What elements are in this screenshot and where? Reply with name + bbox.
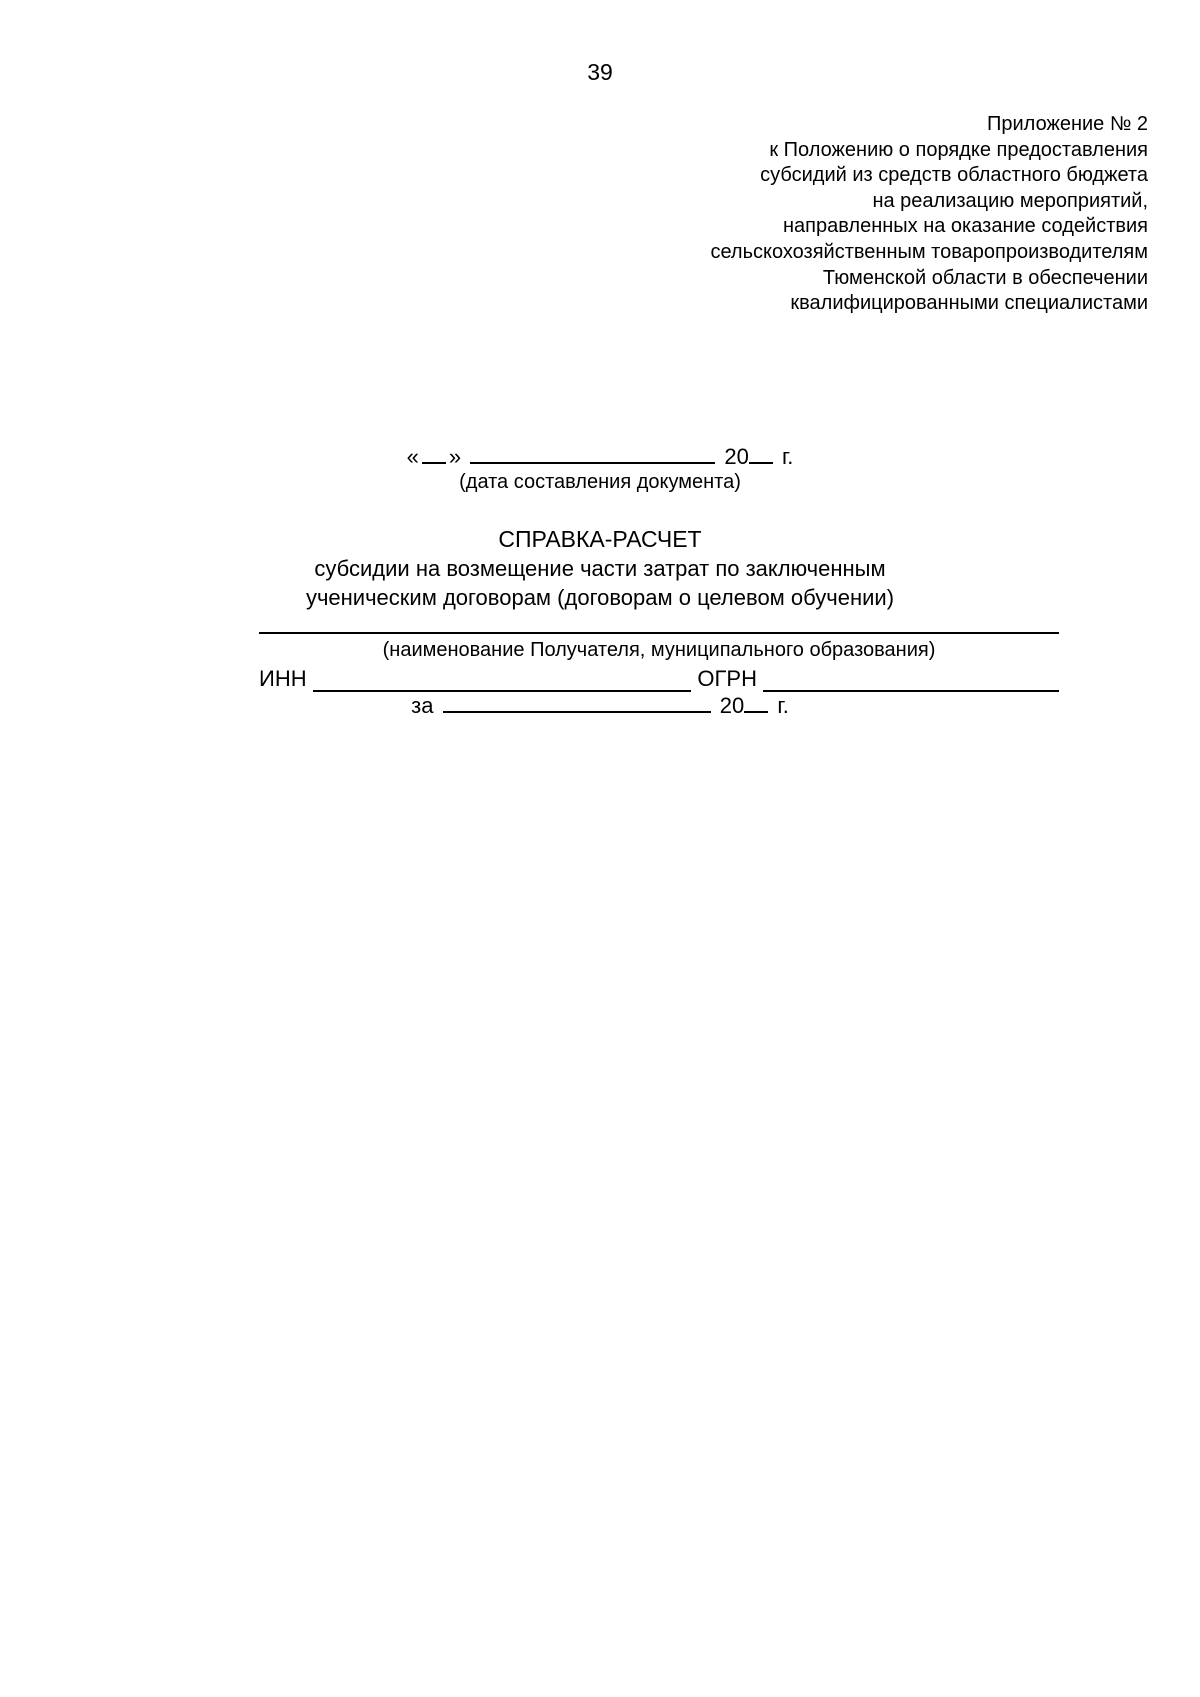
subtitle-line: ученическим договорам (договорам о целевом обучении) [305,585,895,610]
appendix-line: направленных на оказание содействия [782,215,1148,238]
period-year-prefix: 20 [719,693,745,718]
appendix-line: сельскохозяйственным товаропроизводителям [710,240,1148,263]
identifiers-line [259,664,1059,692]
year-blank[interactable] [749,442,773,464]
period-year-blank[interactable] [744,691,768,713]
inn-blank[interactable] [313,668,692,692]
date-caption: (дата составления документа) [459,471,741,493]
page-number: 39 [587,59,613,85]
period-line [0,691,1200,719]
appendix-line: квалифицированными специалистами [790,292,1148,315]
period-blank[interactable] [443,691,711,713]
recipient-caption: (наименование Получателя, муниципального образования) [382,639,936,661]
period-prefix: за [411,693,434,718]
appendix-line: к Положению о порядке предоставления [769,138,1148,161]
period-year-suffix: г. [777,693,789,718]
document-date-line [0,442,1200,470]
month-blank[interactable] [470,442,715,464]
year-prefix: 20 [724,444,749,469]
appendix-line: на реализацию мероприятий, [872,189,1148,212]
ogrn-label: ОГРН [697,666,757,691]
day-blank[interactable] [422,442,446,464]
subtitle-line: субсидии на возмещение части затрат по заключенным [314,556,886,581]
recipient-name-blank[interactable] [259,632,1059,634]
document-title: СПРАВКА-РАСЧЕТ [498,526,702,552]
appendix-header [448,112,1148,317]
appendix-line: Тюменской области в обеспечении [822,266,1148,289]
document-subtitle [0,554,1200,612]
appendix-line: Приложение № 2 [987,113,1148,135]
year-suffix: г. [781,444,794,469]
date-close-quote: » [448,444,462,469]
ogrn-blank[interactable] [763,668,1059,692]
inn-label: ИНН [259,666,307,691]
appendix-line: субсидий из средств областного бюджета [760,164,1148,187]
date-open-quote: « [406,444,419,469]
